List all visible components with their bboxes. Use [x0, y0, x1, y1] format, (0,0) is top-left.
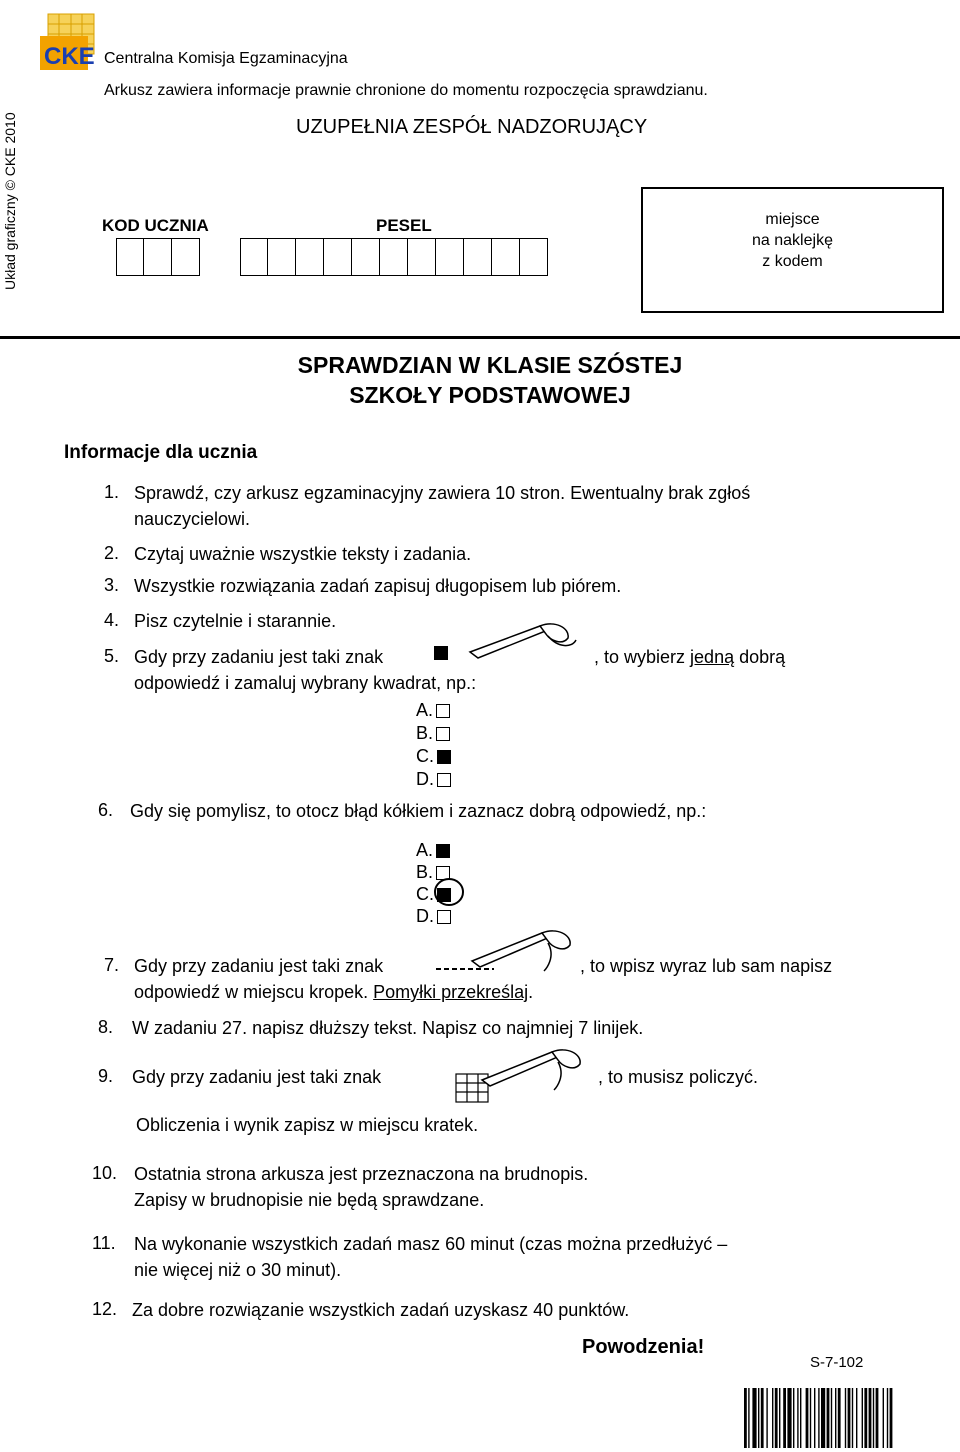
- code-box[interactable]: [172, 238, 200, 276]
- pesel-box[interactable]: [408, 238, 436, 276]
- pesel-box[interactable]: [240, 238, 268, 276]
- item-12: Za dobre rozwiązanie wszystkich zadań uzyskasz 40 punktów.: [132, 1300, 630, 1320]
- pesel-box[interactable]: [352, 238, 380, 276]
- example1-option-c: C.: [416, 746, 451, 767]
- exam-title-line2: SZKOŁY PODSTAWOWEJ: [349, 382, 631, 408]
- item-9-pre: Gdy przy zadaniu jest taki znak: [132, 1067, 382, 1087]
- pesel-box[interactable]: [436, 238, 464, 276]
- item-number: 12.: [92, 1299, 118, 1319]
- item-7-post: , to wpisz wyraz lub sam napisz: [580, 956, 833, 976]
- sticker-line: na naklejkę: [752, 232, 833, 249]
- item-number: 4.: [104, 610, 120, 630]
- supervisor-title: UZUPEŁNIA ZESPÓŁ NADZORUJĄCY: [296, 116, 648, 138]
- item-7-pre: Gdy przy zadaniu jest taki znak: [134, 956, 384, 976]
- example1-option-a: A.: [416, 700, 450, 721]
- pen-grid-icon: [452, 1044, 592, 1104]
- info-heading: Informacje dla ucznia: [64, 442, 258, 463]
- item-number: 5.: [104, 646, 120, 666]
- item-6: Gdy się pomylisz, to otocz błąd kółkiem i zaznacz dobrą odpowiedź, np.:: [130, 801, 707, 821]
- pesel-box[interactable]: [492, 238, 520, 276]
- code-box[interactable]: [116, 238, 144, 276]
- confidential-note: Arkusz zawiera informacje prawnie chronione do momentu rozpoczęcia sprawdzianu.: [104, 82, 708, 99]
- student-code-boxes[interactable]: [116, 238, 200, 276]
- divider: [0, 336, 960, 339]
- pesel-box[interactable]: [464, 238, 492, 276]
- example2-option-c: C.: [416, 884, 451, 905]
- pesel-boxes[interactable]: [240, 238, 548, 276]
- code-box[interactable]: [144, 238, 172, 276]
- item-9-line2: Obliczenia i wynik zapisz w miejscu kratek.: [136, 1115, 479, 1135]
- example2-option-a: A.: [416, 840, 450, 861]
- circle-mark-icon: [432, 877, 466, 907]
- filled-checkbox-icon: [436, 844, 450, 858]
- item-number: 10.: [92, 1163, 118, 1183]
- pesel-label: PESEL: [376, 216, 432, 235]
- item-number: 9.: [98, 1066, 114, 1086]
- side-copyright: Układ graficzny © CKE 2010: [2, 112, 18, 290]
- item-5-post: , to wybierz jedną dobrą: [594, 647, 786, 667]
- item-number: 2.: [104, 543, 120, 563]
- example1-option-b: B.: [416, 723, 450, 744]
- item-number: 7.: [104, 955, 120, 975]
- sticker-area: [641, 187, 944, 313]
- example1-option-d: D.: [416, 769, 451, 790]
- item-1: Sprawdź, czy arkusz egzaminacyjny zawiera 10 stron. Ewentualny brak zgłoś nauczycielowi.: [134, 483, 751, 529]
- student-code-label: KOD UCZNIA: [102, 216, 209, 235]
- empty-checkbox-icon: [436, 727, 450, 741]
- item-10: Ostatnia strona arkusza jest przeznaczona na brudnopis. Zapisy w brudnopisie nie będą sprawdzane.: [134, 1164, 589, 1210]
- sticker-line: miejsce: [765, 211, 820, 228]
- pen-checkbox-icon: [430, 618, 580, 668]
- item-4: Pisz czytelnie i starannie.: [134, 611, 337, 631]
- pesel-box[interactable]: [520, 238, 548, 276]
- logo-text: CKE: [44, 43, 95, 70]
- item-number: 6.: [98, 800, 114, 820]
- pesel-box[interactable]: [296, 238, 324, 276]
- example2-option-b: B.: [416, 862, 450, 883]
- example2-option-d: D.: [416, 906, 451, 927]
- sheet-code: S-7-102: [810, 1354, 864, 1371]
- empty-checkbox-icon: [437, 773, 451, 787]
- pen-line-icon: [432, 925, 582, 975]
- item-number: 11.: [92, 1233, 116, 1253]
- item-5-pre: Gdy przy zadaniu jest taki znak: [134, 647, 384, 667]
- sticker-line: z kodem: [762, 253, 823, 270]
- item-8: W zadaniu 27. napisz dłuższy tekst. Napisz co najmniej 7 linijek.: [132, 1018, 644, 1038]
- pesel-box[interactable]: [268, 238, 296, 276]
- good-luck: Powodzenia!: [582, 1336, 705, 1358]
- empty-checkbox-icon: [436, 704, 450, 718]
- pesel-box[interactable]: [380, 238, 408, 276]
- item-2: Czytaj uważnie wszystkie teksty i zadania.: [134, 544, 472, 564]
- item-5-line2: odpowiedź i zamaluj wybrany kwadrat, np.:: [134, 673, 477, 693]
- item-9-post: , to musisz policzyć.: [598, 1067, 759, 1087]
- item-7-line2: odpowiedź w miejscu kropek. Pomyłki przekreślaj.: [134, 982, 534, 1002]
- pesel-box[interactable]: [324, 238, 352, 276]
- organization-name: Centralna Komisja Egzaminacyjna: [104, 50, 348, 67]
- item-11: Na wykonanie wszystkich zadań masz 60 minut (czas można przedłużyć – nie więcej niż o 30 minut).: [134, 1234, 728, 1280]
- item-number: 3.: [104, 575, 120, 595]
- item-number: 1.: [104, 482, 120, 502]
- barcode-icon: [742, 1388, 952, 1448]
- cke-logo: [38, 12, 98, 78]
- empty-checkbox-icon: [437, 910, 451, 924]
- exam-title-line1: SPRAWDZIAN W KLASIE SZÓSTEJ: [297, 352, 683, 378]
- item-3: Wszystkie rozwiązania zadań zapisuj długopisem lub piórem.: [134, 576, 622, 596]
- item-number: 8.: [98, 1017, 114, 1037]
- filled-checkbox-icon: [437, 750, 451, 764]
